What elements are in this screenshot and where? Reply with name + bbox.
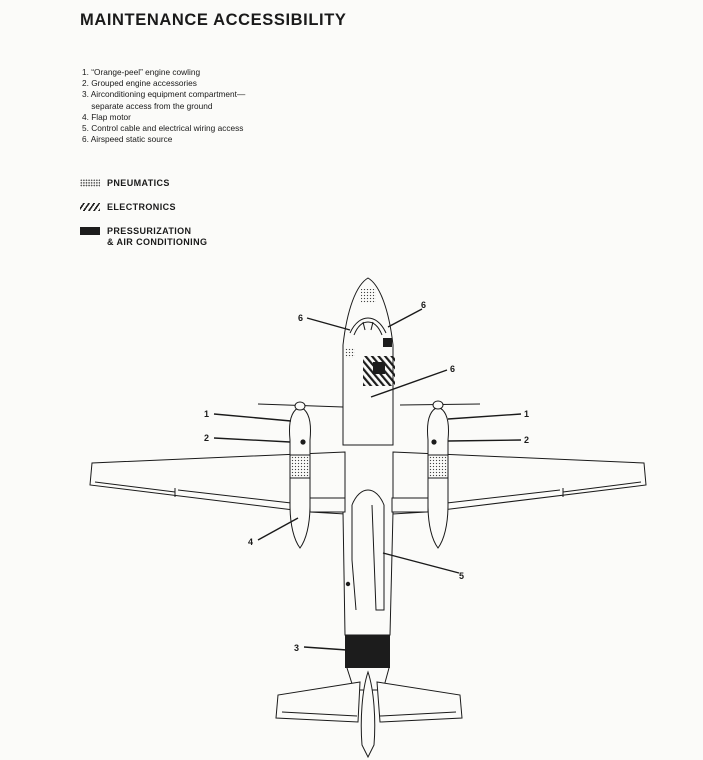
leader-1-right [448, 414, 521, 419]
callout-6-right: 6 [421, 300, 427, 310]
rear-fuselage [343, 512, 393, 635]
callout-6-left: 6 [298, 313, 304, 323]
leader-2-left [214, 438, 290, 442]
callout-1-left: 1 [204, 409, 210, 419]
right-accessory-marker [431, 439, 436, 444]
pneumatics-area-left-nacelle [291, 456, 309, 478]
legend-label: PNEUMATICS [107, 178, 170, 188]
callout-2-left: 2 [204, 433, 210, 443]
page-title: MAINTENANCE ACCESSIBILITY [80, 11, 347, 29]
horizontal-stabilizer-right [377, 682, 462, 722]
list-item: 3. Airconditioning equipment compartment— [82, 89, 246, 100]
aircon-compartment [345, 635, 390, 668]
leader-6-right [388, 309, 422, 327]
leader-3 [304, 647, 347, 650]
callout-6-mid: 6 [450, 364, 456, 374]
callout-5: 5 [459, 571, 465, 581]
leader-6-left [307, 318, 350, 330]
left-accessory-marker [300, 439, 305, 444]
list-item: 6. Airspeed static source [82, 134, 173, 145]
leader-1-left [214, 414, 291, 421]
horizontal-stabilizer-left [276, 682, 360, 722]
pressurization-block-bay [373, 362, 385, 374]
vertical-fin [361, 672, 375, 757]
callout-1-right: 1 [524, 409, 530, 419]
legend-label: ELECTRONICS [107, 202, 176, 212]
callout-3: 3 [294, 643, 300, 653]
legend-label-line1: PRESSURIZATION [107, 226, 192, 236]
leader-5 [383, 553, 459, 573]
callout-4: 4 [248, 537, 254, 547]
leader-2-right [448, 440, 521, 441]
list-item: 2. Grouped engine accessories [82, 78, 197, 89]
legend-label-line2: & AIR CONDITIONING [107, 236, 208, 247]
pneumatics-area-static [345, 348, 355, 358]
list-item: 4. Flap motor [82, 111, 131, 122]
pneumatics-area-nose [361, 289, 376, 303]
pressurization-block-nose [383, 338, 392, 347]
pneumatics-area-right-nacelle [429, 456, 447, 478]
list-item: 5. Control cable and electrical wiring access [82, 123, 244, 134]
list-item: separate access from the ground [82, 100, 213, 111]
callout-2-right: 2 [524, 435, 530, 445]
list-item: 1. “Orange-peel” engine cowling [82, 67, 201, 77]
